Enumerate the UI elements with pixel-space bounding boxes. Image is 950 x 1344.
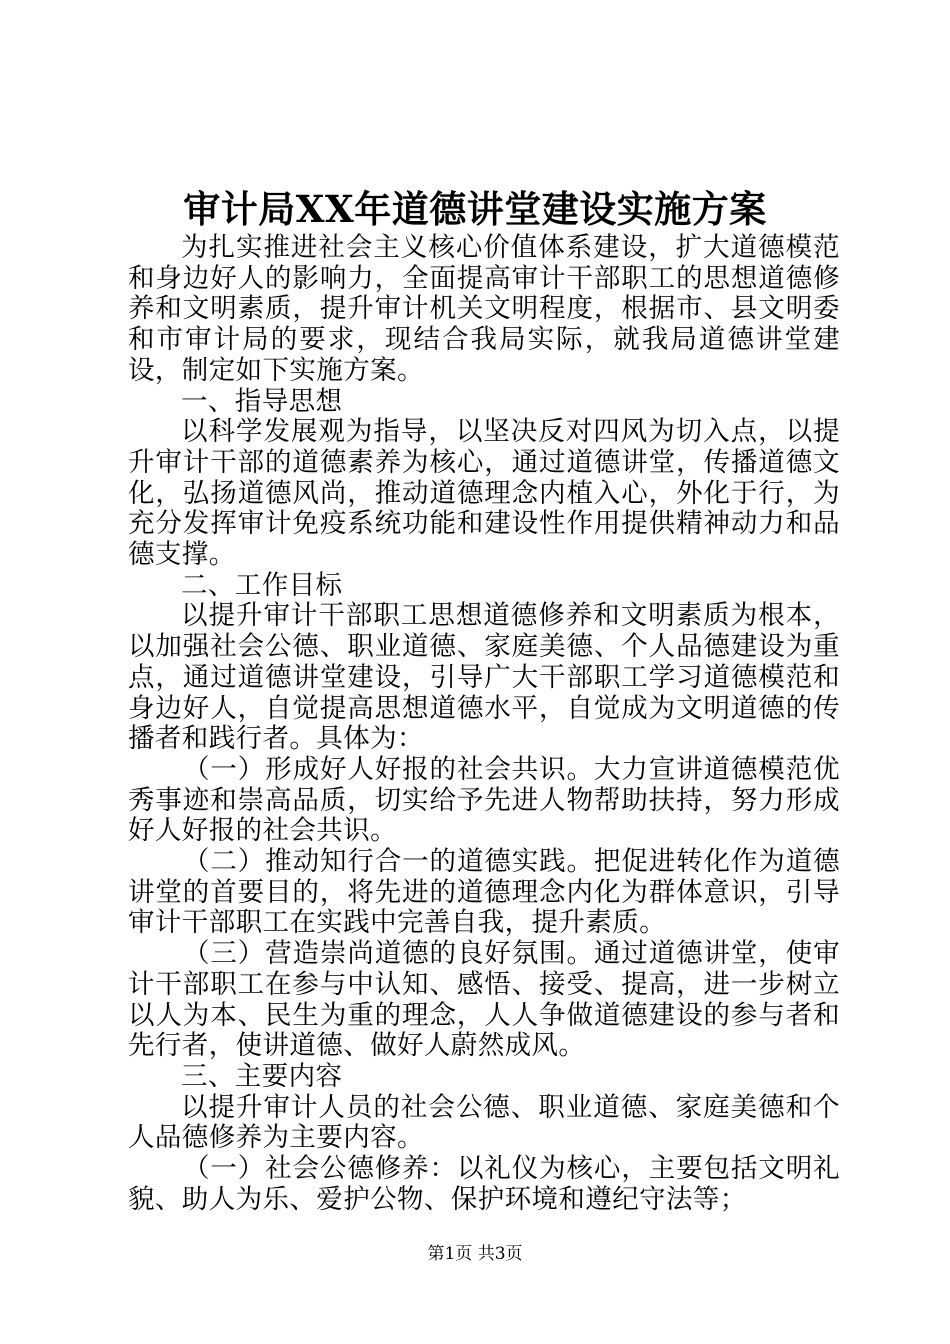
page-footer: 第1页 共3页 [427, 1244, 523, 1264]
goal-item-1: （一）形成好人好报的社会共识。大力宣讲道德模范优秀事迹和崇高品质，切实给予先进人物帮助扶持，努力形成好人好报的社会共识。 [128, 753, 840, 847]
work-goals-paragraph: 以提升审计干部职工思想道德修养和文明素质为根本，以加强社会公德、职业道德、家庭美德、个人品德建设为重点，通过道德讲堂建设，引导广大干部职工学习道德模范和身边好人，自觉提高思想道德水平，自觉成为文明道德的传播者和践行者。具体为： [128, 600, 840, 755]
section-heading-work-goals: 二、工作目标 [181, 569, 343, 601]
document-title: 审计局XX年道德讲堂建设实施方案 [183, 187, 767, 231]
guiding-thought-paragraph: 以科学发展观为指导，以坚决反对四风为切入点，以提升审计干部的道德素养为核心，通过道德讲堂，传播道德文化，弘扬道德风尚，推动道德理念内植入心，外化于行，为充分发挥审计免疫系统功能和建设性作用提供精神动力和品德支撑。 [128, 416, 840, 571]
section-heading-main-content: 三、主要内容 [181, 1060, 343, 1092]
main-content-paragraph: 以提升审计人员的社会公德、职业道德、家庭美德和个人品德修养为主要内容。 [128, 1091, 840, 1154]
goal-item-3: （三）营造崇尚道德的良好氛围。通过道德讲堂，使审计干部职工在参与中认知、感悟、接受、提高，进一步树立以人为本、民生为重的理念，人人争做道德建设的参与者和先行者，使讲道德、做好人蔚然成风。 [128, 938, 840, 1062]
intro-paragraph: 为扎实推进社会主义核心价值体系建设，扩大道德模范和身边好人的影响力，全面提高审计干部职工的思想道德修养和文明素质，提升审计机关文明程度，根据市、县文明委和市审计局的要求，现结合我局实际，就我局道德讲堂建设，制定如下实施方案。 [128, 232, 840, 386]
section-heading-guiding-thought: 一、指导思想 [181, 385, 343, 417]
goal-item-2: （二）推动知行合一的道德实践。把促进转化作为道德讲堂的首要目的，将先进的道德理念内化为群体意识，引导审计干部职工在实践中完善自我，提升素质。 [128, 846, 840, 939]
document-body [128, 233, 840, 1216]
content-item-1: （一）社会公德修养：以礼仪为核心，主要包括文明礼貌、助人为乐、爱护公物、保护环境和遵纪守法等； [128, 1153, 840, 1215]
